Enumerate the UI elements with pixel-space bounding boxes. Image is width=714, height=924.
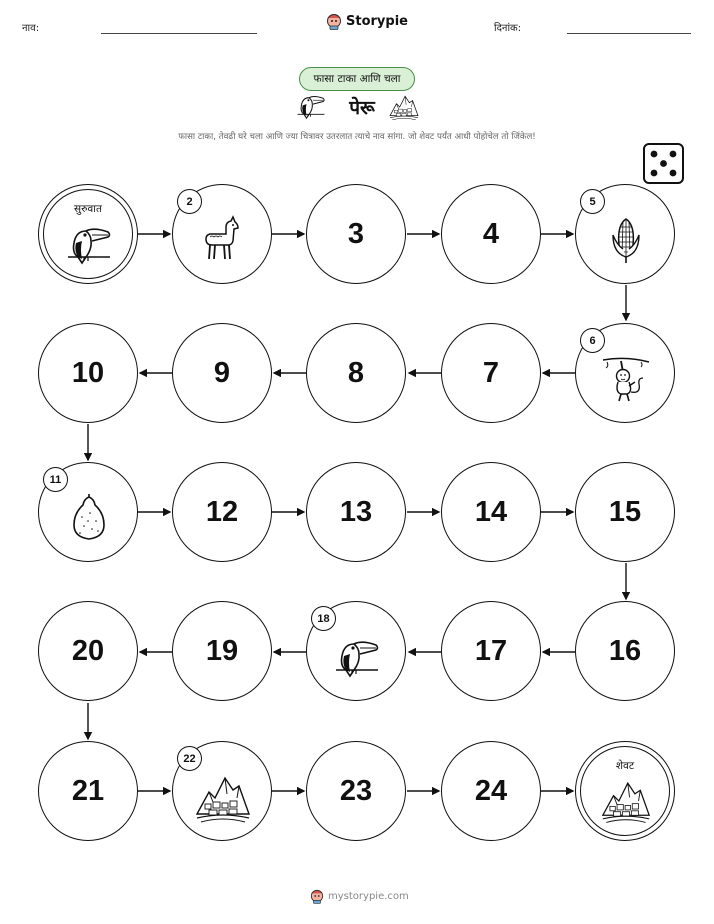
- storypie-mascot-icon: [310, 888, 324, 904]
- end-label: शेवट: [615, 760, 635, 772]
- cell-number: 24: [474, 774, 508, 807]
- cell-number-badge: 5: [580, 189, 605, 214]
- board-cell-21[interactable]: [38, 741, 138, 841]
- board-cell-18[interactable]: [306, 601, 406, 701]
- board-cell-4[interactable]: [441, 184, 541, 284]
- cell-number-badge: 2: [177, 189, 202, 214]
- page-title: पेरू: [349, 97, 375, 119]
- board-cell-8[interactable]: [306, 323, 406, 423]
- cell-number: 20: [71, 634, 105, 667]
- llama-icon: [198, 215, 248, 265]
- date-label: दिनांक:: [494, 23, 522, 34]
- board-cell-16[interactable]: [575, 601, 675, 701]
- board-cell-22[interactable]: [172, 741, 272, 841]
- cell-number: 12: [205, 495, 239, 528]
- board-cell-7[interactable]: [441, 323, 541, 423]
- board-cell-start[interactable]: [38, 184, 138, 284]
- cell-number: 4: [482, 217, 500, 250]
- board-cell-15[interactable]: [575, 462, 675, 562]
- board-cell-5[interactable]: [575, 184, 675, 284]
- brand-name: Storypie: [346, 13, 408, 29]
- board-cell-2[interactable]: [172, 184, 272, 284]
- board-cell-19[interactable]: [172, 601, 272, 701]
- machu-picchu-icon: [601, 776, 651, 826]
- instructions: फासा टाका, तेवढी घरे चला आणि ज्या चित्रावर उतरलात त्याचे नाव सांगा. जो शेवट पर्यंत आधी पोहोचेल तो जिंकेल!: [178, 132, 536, 142]
- board-cell-24[interactable]: [441, 741, 541, 841]
- board-cell-13[interactable]: [306, 462, 406, 562]
- cell-number: 13: [339, 495, 373, 528]
- cell-number: 23: [339, 774, 373, 807]
- cell-number: 21: [71, 774, 105, 807]
- board-cell-14[interactable]: [441, 462, 541, 562]
- cell-number: 3: [347, 217, 365, 250]
- monkey-icon: [601, 354, 651, 404]
- board-cell-20[interactable]: [38, 601, 138, 701]
- board-cell-23[interactable]: [306, 741, 406, 841]
- toucan-icon: [64, 219, 114, 269]
- board-cell-10[interactable]: [38, 323, 138, 423]
- cell-number: 17: [474, 634, 508, 667]
- guava-icon: [64, 493, 114, 543]
- board-cell-12[interactable]: [172, 462, 272, 562]
- cell-number: 16: [608, 634, 642, 667]
- cell-number: 7: [482, 356, 500, 389]
- footer-url[interactable]: mystorypie.com: [328, 890, 409, 902]
- board-cell-17[interactable]: [441, 601, 541, 701]
- cell-number-badge: 11: [43, 467, 68, 492]
- cell-number: 15: [608, 495, 642, 528]
- cell-number-badge: 22: [177, 746, 202, 771]
- footer: [310, 888, 409, 904]
- game-tag: फासा टाका आणि चला: [299, 67, 415, 91]
- name-label: नाव:: [22, 23, 40, 34]
- cell-number: 9: [213, 356, 231, 389]
- machu-picchu-icon: [195, 770, 251, 826]
- start-label: सुरुवात: [74, 203, 102, 215]
- board-cell-end[interactable]: [575, 741, 675, 841]
- cell-number-badge: 6: [580, 328, 605, 353]
- board-cell-3[interactable]: [306, 184, 406, 284]
- cell-number: 19: [205, 634, 239, 667]
- cell-number: 8: [347, 356, 365, 389]
- toucan-icon: [332, 632, 382, 682]
- cell-number-badge: 18: [311, 606, 336, 631]
- board-cell-6[interactable]: [575, 323, 675, 423]
- board-cell-9[interactable]: [172, 323, 272, 423]
- cell-number: 10: [71, 356, 105, 389]
- cell-number: 14: [474, 495, 508, 528]
- corn-icon: [601, 215, 651, 265]
- board-cell-11[interactable]: [38, 462, 138, 562]
